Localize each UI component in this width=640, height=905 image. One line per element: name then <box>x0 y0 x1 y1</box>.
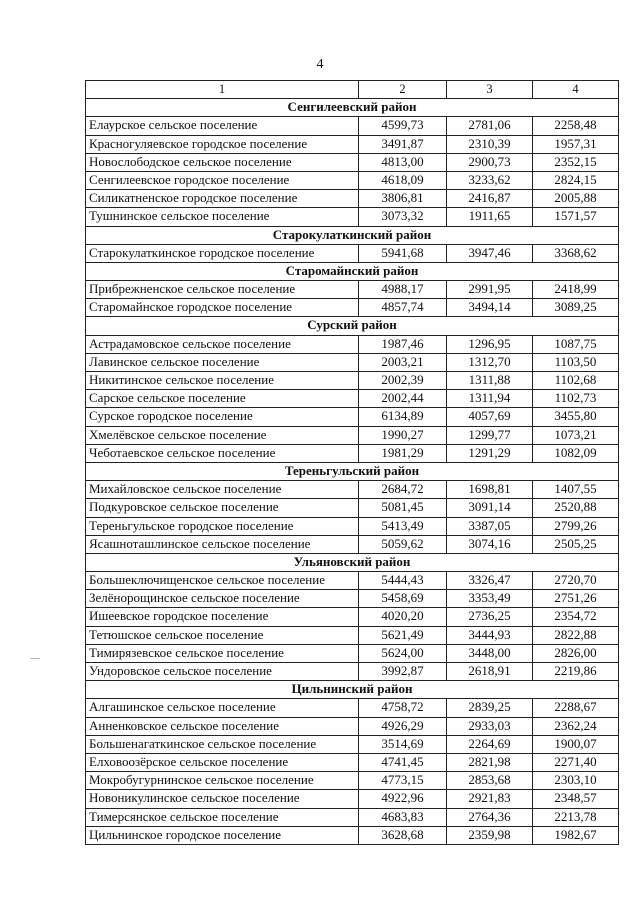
value-col-2: 5941,68 <box>359 244 447 262</box>
value-col-4: 3089,25 <box>533 299 619 317</box>
value-col-4: 1957,31 <box>533 135 619 153</box>
value-col-3: 1698,81 <box>447 481 533 499</box>
value-col-2: 5081,45 <box>359 499 447 517</box>
settlement-name: Никитинское сельское поселение <box>86 372 359 390</box>
value-col-3: 2839,25 <box>447 699 533 717</box>
settlement-name: Ясашноташлинское сельское поселение <box>86 535 359 553</box>
value-col-3: 3326,47 <box>447 572 533 590</box>
value-col-4: 1073,21 <box>533 426 619 444</box>
district-header-row <box>86 226 619 244</box>
value-col-4: 2505,25 <box>533 535 619 553</box>
settlement-name: Большенагаткинское сельское поселение <box>86 735 359 753</box>
district-name: Тереньгульский район <box>86 462 619 480</box>
table-row <box>86 135 619 153</box>
district-name: Цильнинский район <box>86 681 619 699</box>
value-col-4: 1982,67 <box>533 826 619 844</box>
table-row <box>86 535 619 553</box>
value-col-2: 4758,72 <box>359 699 447 717</box>
district-header-row <box>86 317 619 335</box>
value-col-4: 2213,78 <box>533 808 619 826</box>
table-row <box>86 481 619 499</box>
value-col-4: 2822,88 <box>533 626 619 644</box>
value-col-3: 2900,73 <box>447 153 533 171</box>
value-col-4: 3455,80 <box>533 408 619 426</box>
table-row <box>86 117 619 135</box>
scan-mark <box>30 658 40 659</box>
value-col-4: 2751,26 <box>533 590 619 608</box>
table-row <box>86 353 619 371</box>
table-row <box>86 372 619 390</box>
table-row <box>86 190 619 208</box>
value-col-4: 2520,88 <box>533 499 619 517</box>
value-col-2: 4773,15 <box>359 772 447 790</box>
table-row <box>86 444 619 462</box>
settlement-name: Тимерсянское сельское поселение <box>86 808 359 826</box>
table-row <box>86 171 619 189</box>
value-col-2: 6134,89 <box>359 408 447 426</box>
table-row <box>86 772 619 790</box>
value-col-3: 2618,91 <box>447 663 533 681</box>
value-col-2: 5413,49 <box>359 517 447 535</box>
value-col-2: 3073,32 <box>359 208 447 226</box>
value-col-3: 3947,46 <box>447 244 533 262</box>
table-row <box>86 499 619 517</box>
value-col-3: 2416,87 <box>447 190 533 208</box>
settlement-name: Зелёнорощинское сельское поселение <box>86 590 359 608</box>
value-col-3: 1312,70 <box>447 353 533 371</box>
value-col-3: 2736,25 <box>447 608 533 626</box>
value-col-3: 3494,14 <box>447 299 533 317</box>
settlement-name: Мокробугурнинское сельское поселение <box>86 772 359 790</box>
settlement-name: Тереньгульское городское поселение <box>86 517 359 535</box>
settlement-name: Анненковское сельское поселение <box>86 717 359 735</box>
settlement-name: Сурское городское поселение <box>86 408 359 426</box>
value-col-4: 1571,57 <box>533 208 619 226</box>
settlement-name: Чеботаевское сельское поселение <box>86 444 359 462</box>
value-col-2: 1990,27 <box>359 426 447 444</box>
value-col-2: 4683,83 <box>359 808 447 826</box>
value-col-4: 2362,24 <box>533 717 619 735</box>
table-row <box>86 735 619 753</box>
value-col-4: 2348,57 <box>533 790 619 808</box>
value-col-3: 3353,49 <box>447 590 533 608</box>
value-col-2: 5621,49 <box>359 626 447 644</box>
header-cell-3: 3 <box>447 81 533 99</box>
settlement-name: Лавинское сельское поселение <box>86 353 359 371</box>
district-name: Ульяновский район <box>86 553 619 571</box>
table-row <box>86 426 619 444</box>
settlement-name: Старокулаткинское городское поселение <box>86 244 359 262</box>
value-col-2: 1987,46 <box>359 335 447 353</box>
table-row <box>86 244 619 262</box>
district-header-row <box>86 99 619 117</box>
value-col-4: 2824,15 <box>533 171 619 189</box>
value-col-2: 4020,20 <box>359 608 447 626</box>
settlement-name: Елховоозёрское сельское поселение <box>86 753 359 771</box>
value-col-3: 2264,69 <box>447 735 533 753</box>
table-row <box>86 590 619 608</box>
value-col-3: 3091,14 <box>447 499 533 517</box>
value-col-2: 2002,44 <box>359 390 447 408</box>
settlement-name: Цильнинское городское поселение <box>86 826 359 844</box>
district-header-row <box>86 553 619 571</box>
settlement-name: Силикатненское городское поселение <box>86 190 359 208</box>
settlement-name: Новоникулинское сельское поселение <box>86 790 359 808</box>
value-col-2: 5624,00 <box>359 644 447 662</box>
value-col-4: 1900,07 <box>533 735 619 753</box>
table-row <box>86 808 619 826</box>
table-row <box>86 281 619 299</box>
table-body <box>86 81 619 845</box>
settlement-name: Сарское сельское поселение <box>86 390 359 408</box>
district-header-row <box>86 262 619 280</box>
value-col-3: 1299,77 <box>447 426 533 444</box>
value-col-4: 2354,72 <box>533 608 619 626</box>
value-col-3: 3444,93 <box>447 626 533 644</box>
value-col-2: 3514,69 <box>359 735 447 753</box>
table-row <box>86 626 619 644</box>
table-row <box>86 517 619 535</box>
settlement-name: Ишеевское городское поселение <box>86 608 359 626</box>
settlement-name: Хмелёвское сельское поселение <box>86 426 359 444</box>
value-col-2: 2684,72 <box>359 481 447 499</box>
value-col-4: 1102,73 <box>533 390 619 408</box>
value-col-3: 3233,62 <box>447 171 533 189</box>
settlement-name: Тимирязевское сельское поселение <box>86 644 359 662</box>
header-row <box>86 81 619 99</box>
value-col-4: 2258,48 <box>533 117 619 135</box>
settlement-name: Тушнинское сельское поселение <box>86 208 359 226</box>
value-col-3: 3448,00 <box>447 644 533 662</box>
district-header-row <box>86 462 619 480</box>
value-col-3: 1311,88 <box>447 372 533 390</box>
table-row <box>86 572 619 590</box>
value-col-4: 1087,75 <box>533 335 619 353</box>
value-col-2: 4618,09 <box>359 171 447 189</box>
value-col-2: 2003,21 <box>359 353 447 371</box>
value-col-3: 2310,39 <box>447 135 533 153</box>
value-col-2: 3628,68 <box>359 826 447 844</box>
settlement-name: Тетюшское сельское поселение <box>86 626 359 644</box>
value-col-2: 4599,73 <box>359 117 447 135</box>
table-row <box>86 153 619 171</box>
value-col-3: 1291,29 <box>447 444 533 462</box>
value-col-2: 2002,39 <box>359 372 447 390</box>
value-col-2: 1981,29 <box>359 444 447 462</box>
settlement-name: Ундоровское сельское поселение <box>86 663 359 681</box>
value-col-3: 3387,05 <box>447 517 533 535</box>
header-cell-2: 2 <box>359 81 447 99</box>
value-col-3: 2764,36 <box>447 808 533 826</box>
value-col-4: 1407,55 <box>533 481 619 499</box>
value-col-2: 4922,96 <box>359 790 447 808</box>
value-col-2: 4988,17 <box>359 281 447 299</box>
value-col-3: 3074,16 <box>447 535 533 553</box>
value-col-3: 4057,69 <box>447 408 533 426</box>
table-row <box>86 826 619 844</box>
table-row <box>86 644 619 662</box>
value-col-3: 2933,03 <box>447 717 533 735</box>
value-col-3: 1296,95 <box>447 335 533 353</box>
table-row <box>86 717 619 735</box>
value-col-4: 2418,99 <box>533 281 619 299</box>
value-col-3: 2853,68 <box>447 772 533 790</box>
table-row <box>86 753 619 771</box>
settlement-name: Прибрежненское сельское поселение <box>86 281 359 299</box>
value-col-4: 1103,50 <box>533 353 619 371</box>
value-col-4: 1082,09 <box>533 444 619 462</box>
value-col-2: 5059,62 <box>359 535 447 553</box>
table-row <box>86 790 619 808</box>
district-name: Старокулаткинский район <box>86 226 619 244</box>
settlement-name: Старомайнское городское поселение <box>86 299 359 317</box>
value-col-3: 2921,83 <box>447 790 533 808</box>
value-col-3: 2821,98 <box>447 753 533 771</box>
table-row <box>86 408 619 426</box>
table-row <box>86 208 619 226</box>
table-row <box>86 699 619 717</box>
table-row <box>86 608 619 626</box>
district-header-row <box>86 681 619 699</box>
settlement-name: Большеключищенское сельское поселение <box>86 572 359 590</box>
value-col-3: 1311,94 <box>447 390 533 408</box>
value-col-4: 1102,68 <box>533 372 619 390</box>
value-col-4: 3368,62 <box>533 244 619 262</box>
district-name: Сенгилеевский район <box>86 99 619 117</box>
value-col-4: 2005,88 <box>533 190 619 208</box>
settlement-name: Елаурское сельское поселение <box>86 117 359 135</box>
value-col-4: 2352,15 <box>533 153 619 171</box>
table-row <box>86 299 619 317</box>
data-table <box>85 80 619 845</box>
value-col-2: 5458,69 <box>359 590 447 608</box>
value-col-3: 2359,98 <box>447 826 533 844</box>
value-col-2: 3806,81 <box>359 190 447 208</box>
value-col-2: 4813,00 <box>359 153 447 171</box>
header-cell-1: 1 <box>86 81 359 99</box>
value-col-4: 2303,10 <box>533 772 619 790</box>
header-cell-4: 4 <box>533 81 619 99</box>
value-col-2: 5444,43 <box>359 572 447 590</box>
settlement-name: Подкуровское сельское поселение <box>86 499 359 517</box>
value-col-4: 2271,40 <box>533 753 619 771</box>
value-col-3: 1911,65 <box>447 208 533 226</box>
value-col-2: 3992,87 <box>359 663 447 681</box>
district-name: Старомайнский район <box>86 262 619 280</box>
district-name: Сурский район <box>86 317 619 335</box>
settlement-name: Михайловское сельское поселение <box>86 481 359 499</box>
value-col-2: 4857,74 <box>359 299 447 317</box>
value-col-4: 2826,00 <box>533 644 619 662</box>
settlement-name: Красногуляевское городское поселение <box>86 135 359 153</box>
value-col-3: 2781,06 <box>447 117 533 135</box>
value-col-2: 4741,45 <box>359 753 447 771</box>
value-col-4: 2288,67 <box>533 699 619 717</box>
value-col-4: 2219,86 <box>533 663 619 681</box>
settlement-name: Сенгилеевское городское поселение <box>86 171 359 189</box>
value-col-3: 2991,95 <box>447 281 533 299</box>
table-row <box>86 390 619 408</box>
value-col-2: 3491,87 <box>359 135 447 153</box>
settlement-name: Астрадамовское сельское поселение <box>86 335 359 353</box>
page-number: 4 <box>316 57 324 72</box>
value-col-4: 2799,26 <box>533 517 619 535</box>
table-row <box>86 663 619 681</box>
value-col-2: 4926,29 <box>359 717 447 735</box>
settlement-name: Новослободское сельское поселение <box>86 153 359 171</box>
table-row <box>86 335 619 353</box>
settlement-name: Алгашинское сельское поселение <box>86 699 359 717</box>
value-col-4: 2720,70 <box>533 572 619 590</box>
